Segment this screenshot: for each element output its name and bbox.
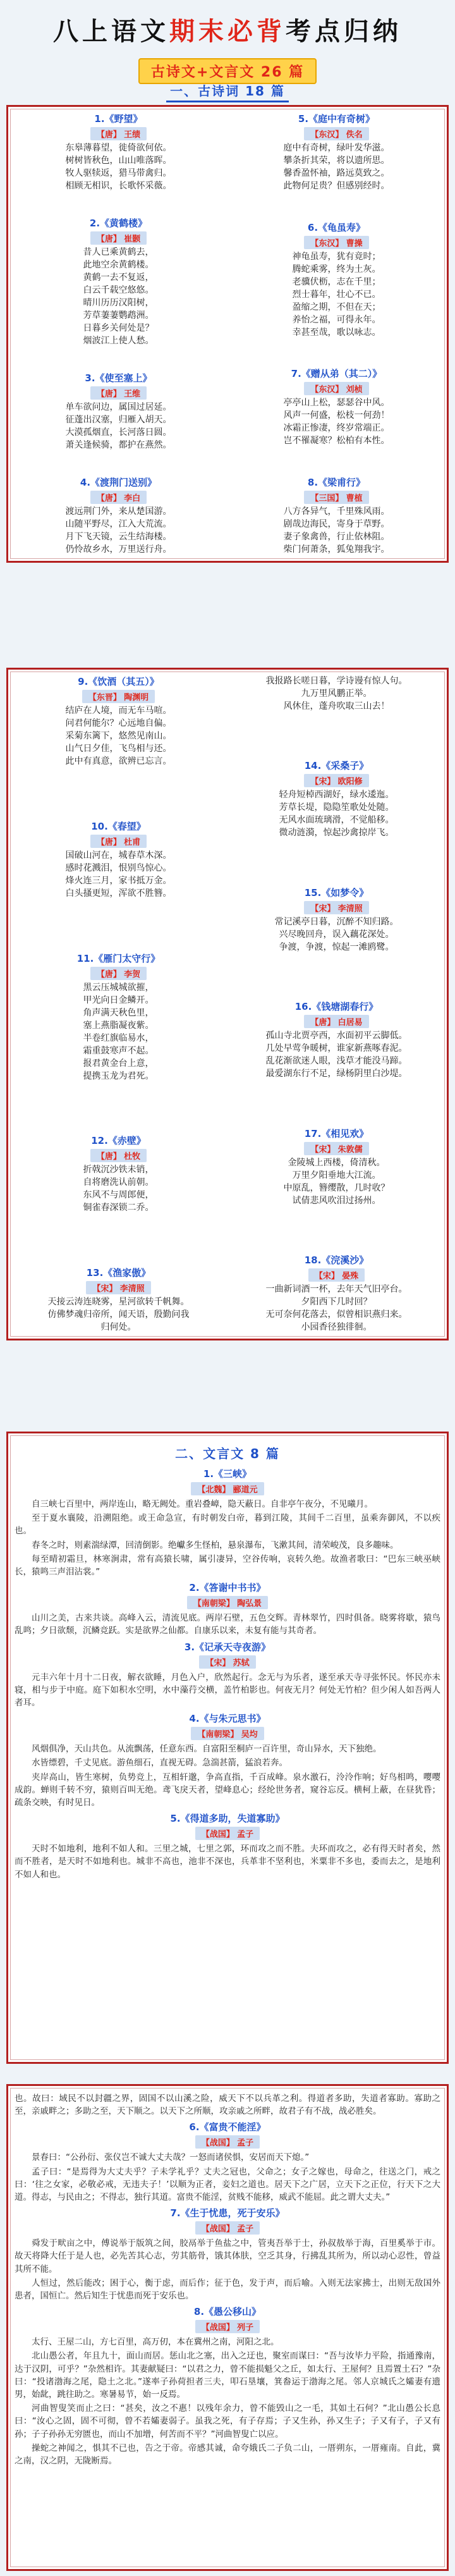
author-line <box>233 381 440 396</box>
author-line <box>233 1014 440 1029</box>
author-line <box>15 833 222 849</box>
poem-line: 剧哉边海民，寄身于草野。 <box>283 518 390 529</box>
poem-author: 杜甫 <box>124 837 141 847</box>
poem-line: 小园香径独徘徊。 <box>301 1322 372 1332</box>
poem-line: 冰霜正惨凄，终岁常端正。 <box>283 423 390 434</box>
author-badge <box>195 2221 260 2235</box>
poem-line: 乱花渐欲迷人眼，浅草才能没马蹄。 <box>265 1056 408 1067</box>
author-line <box>233 1267 440 1283</box>
poem-title: 2.《黄鹤楼》 <box>89 218 148 229</box>
poem-block <box>15 475 222 556</box>
author-line <box>15 1825 440 1841</box>
prose-paragraph: 孟子曰：“是焉得为大丈夫乎？子未学礼乎？丈夫之冠也，父命之；女子之嫁也，母命之，往送之门，戒之曰：‘往之女家，必敬必戒，无违夫子！’以顺为正者，妾妇之道也。居天下之广居，立天下之正位，行天下之大道。得志，与民由之；不得志，独行其道。富贵不能淫，贫贱不能移，威武不能屈。此之谓大丈夫。” <box>15 2166 440 2203</box>
poem-line: 此中有真意，欲辨已忘言。 <box>65 756 172 766</box>
poem-block <box>233 759 440 839</box>
poem-title: 4.《渡荆门送别》 <box>80 477 157 488</box>
author-line <box>15 2319 440 2334</box>
prose-paragraph: 水皆缥碧，千丈见底。游鱼细石，直视无碍。急湍甚箭，猛浪若奔。 <box>32 1758 288 1769</box>
poem-era: 【唐】 <box>96 389 121 399</box>
poem-title: 12.《赤壁》 <box>91 1135 146 1147</box>
poem-author: 朱敦儒 <box>337 1144 363 1155</box>
author-line <box>15 2134 440 2150</box>
poem-title: 1.《野望》 <box>94 113 143 125</box>
poem-line: 渡远荆门外，来从楚国游。 <box>65 506 172 517</box>
author-badge <box>86 1281 150 1294</box>
poem-line: 折戟沉沙铁未销， <box>83 1165 154 1175</box>
author-badge <box>90 491 147 504</box>
poem-line: 烽火连三月，家书抵万金。 <box>65 875 172 886</box>
poem-line: 兴尽晚回舟，误入藕花深处。 <box>279 929 394 940</box>
poem-line: 老骥伏枥，志在千里； <box>292 276 381 287</box>
author-line <box>15 385 222 401</box>
author-badge <box>191 1727 264 1740</box>
author-line <box>15 489 222 505</box>
poem-line: 树树皆秋色，山山唯落晖。 <box>65 156 172 166</box>
author-line <box>233 235 440 250</box>
poem-line: 萧关逢候骑，都护在燕然。 <box>65 440 172 450</box>
poem-line: 霜重鼓寒声不起。 <box>83 1045 154 1056</box>
poem-panel-1 <box>6 105 449 563</box>
poem-era: 【战国】 <box>201 2138 234 2149</box>
poem-line: 东风不与周郎便， <box>83 1190 154 1201</box>
poem-line: 金陵城上西楼，倚清秋。 <box>288 1157 385 1168</box>
poem-line: 晴川历历汉阳树， <box>83 298 154 308</box>
poem-line: 神龟虽寿，犹有竟时； <box>292 251 381 262</box>
poem-line: 孤山寺北贾亭西，水面初平云脚低。 <box>265 1031 408 1041</box>
poem-author: 李清照 <box>337 904 363 914</box>
poem-title: 13.《渔家傲》 <box>86 1267 151 1279</box>
prose-title: 3.《记承天寺夜游》 <box>184 1641 271 1653</box>
poem-panel-2 <box>6 668 449 1340</box>
poem-line: 天接云涛连晓雾，星河欲转千帆舞。 <box>47 1297 190 1307</box>
author-badge <box>195 2135 260 2149</box>
author-line <box>15 1654 440 1670</box>
poem-title: 18.《浣溪沙》 <box>304 1254 369 1266</box>
prose-panel-2 <box>6 2084 449 2571</box>
poem-era: 【唐】 <box>96 969 121 979</box>
author-line <box>233 1141 440 1156</box>
prose-paragraph: 元丰六年十月十二日夜，解衣欲睡，月色入户，欣然起行。念无与为乐者，遂至承天寺寻张怀民。怀民亦未寝，相与步于中庭。庭下如积水空明，水中藻荇交横，盖竹柏影也。何夜无月？何处无竹柏？但少闲人如吾两人者耳。 <box>15 1672 440 1708</box>
prose-paragraph: 舜发于畎亩之中，傅说举于版筑之间，胶鬲举于鱼盐之中，管夷吾举于士，孙叔敖举于海，百里奚举于市。故天将降大任于是人也，必先苦其心志，劳其筋骨，饿其体肤，空乏其身，行拂乱其所为，所以动心忍性，曾益其所不能。 <box>15 2238 440 2274</box>
prose-paragraph: 夹岸高山，皆生寒树，负势竞上，互相轩邈，争高直指，千百成峰。泉水激石，泠泠作响；好鸟相鸣，嘤嘤成韵。蝉则千转不穷，猿则百叫无绝。鸢飞戾天者，望峰息心；经纶世务者，窥谷忘反。横柯上蔽，在昼犹昏；疏条交映，有时见日。 <box>15 1772 440 1808</box>
poem-title: 6.《龟虽寿》 <box>307 221 366 233</box>
poem-author: 孟子 <box>237 1830 254 1840</box>
poem-line: 铜雀春深锁二乔。 <box>83 1203 154 1213</box>
poem-line: 山气日夕佳，飞鸟相与还。 <box>65 744 172 754</box>
prose-paragraph: 每至晴初霜旦，林寒涧肃，常有高猿长啸，属引凄异，空谷传响，哀转久绝。故渔者歌曰：“巴东三峡巫峡长，猿鸣三声泪沾裳。” <box>15 1554 440 1578</box>
author-line <box>15 1280 222 1296</box>
poem-era: 【东汉】 <box>310 238 344 248</box>
poem-title: 5.《庭中有奇树》 <box>298 113 375 125</box>
poem-line: 最爱湖东行不足，绿杨阴里白沙堤。 <box>265 1069 408 1079</box>
poem-block <box>233 1000 440 1080</box>
poem-era: 【南朝梁】 <box>193 1599 234 1609</box>
poem-line: 微动涟漪，惊起沙禽掠岸飞。 <box>279 828 394 838</box>
author-badge <box>187 1596 268 1609</box>
poem-era: 【宋】 <box>310 904 336 914</box>
poem-era: 【唐】 <box>310 1018 336 1028</box>
poem-line: 九万里风鹏正举。 <box>301 689 372 699</box>
poem-line: 腾蛇乘雾，终为土灰。 <box>292 264 381 274</box>
poem-author: 曹操 <box>346 238 363 248</box>
page-header <box>6 0 449 58</box>
poem-block <box>15 952 222 1083</box>
poem-line: 盈缩之期，不但在天； <box>292 302 381 312</box>
poem-era: 【宋】 <box>310 777 336 787</box>
author-line <box>15 689 222 704</box>
poem-block <box>15 371 222 451</box>
poem-block <box>15 112 222 192</box>
poem-line: 甲光向日金鳞开。 <box>83 995 154 1005</box>
author-badge <box>82 690 155 703</box>
poem-title: 15.《如梦令》 <box>304 886 369 899</box>
author-line <box>233 489 440 505</box>
author-badge <box>304 774 368 787</box>
prose-paragraph: 景春曰：“公孙衍、张仪岂不诚大丈夫哉？一怒而诸侯惧，安居而天下熄。” <box>32 2152 310 2163</box>
poem-line: 国破山河在，城春草木深。 <box>65 850 172 861</box>
poem-era: 【战国】 <box>201 2323 234 2333</box>
poem-era: 【宋】 <box>314 1271 339 1281</box>
author-badge <box>304 901 368 914</box>
poem-line: 无风水面琉璃滑，不觉船移。 <box>279 815 394 826</box>
poem-line: 东皋薄暮望，徙倚欲何依。 <box>65 143 172 153</box>
poem-line: 馨香盈怀袖，路远莫致之。 <box>283 168 390 178</box>
poem-author: 吴均 <box>241 1730 258 1740</box>
author-line <box>233 900 440 916</box>
prose-title: 8.《愚公移山》 <box>193 2306 262 2318</box>
prose-body <box>15 1467 440 1881</box>
poem-era: 【宋】 <box>310 1144 336 1155</box>
poem-line: 此物何足贵？但感别经时。 <box>283 181 390 191</box>
poem-block <box>233 886 440 954</box>
poem-era: 【唐】 <box>96 1152 121 1162</box>
poem-era: 【宋】 <box>205 1658 231 1668</box>
poem-line: 几处早莺争暖树，谁家新燕啄春泥。 <box>265 1043 408 1054</box>
poem-block <box>15 819 222 900</box>
poem-line: 黄鹤一去不复返， <box>83 273 154 283</box>
author-badge <box>304 1142 368 1155</box>
prose-paragraph: 山川之美，古来共谈。高峰入云，清流见底。两岸石壁，五色交辉。青林翠竹，四时俱备。晓雾将歇，猿鸟乱鸣；夕日欲颓，沉鳞竞跃。实是欲界之仙都。自康乐以来，未复有能与其奇者。 <box>15 1613 440 1636</box>
poem-line: 结庐在人境，而无车马喧。 <box>65 706 172 716</box>
poem-line: 中原乱，簪缨散，几时收？ <box>283 1182 390 1193</box>
poem-line: 攀条折其荣，将以遗所思。 <box>283 156 390 166</box>
author-line <box>15 126 222 142</box>
prose-paragraph: 风烟俱净，天山共色。从流飘荡，任意东西。自富阳至桐庐一百许里，奇山异水，天下独绝。 <box>32 1744 382 1755</box>
poem-line: 报君黄金台上意， <box>83 1058 154 1069</box>
poem-line: 常记溪亭日暮，沉醉不知归路。 <box>274 916 399 927</box>
poem-line: 感时花溅泪，恨别鸟惊心。 <box>65 862 172 873</box>
poem-line: 我报路长嗟日暮，学诗谩有惊人句。 <box>265 676 408 686</box>
author-badge <box>304 491 368 504</box>
poem-line: 日暮乡关何处是？ <box>83 323 154 333</box>
poem-author: 李白 <box>124 494 141 503</box>
poem-block <box>233 1127 440 1207</box>
poem-line: 提携玉龙为君死。 <box>83 1070 154 1081</box>
author-badge <box>304 127 368 140</box>
poem-line: 征蓬出汉塞，归雁入胡天。 <box>65 415 172 425</box>
poem-era: 【唐】 <box>96 235 121 244</box>
author-badge <box>90 231 147 245</box>
poem-author: 王绩 <box>124 130 141 140</box>
poem-line: 自将磨洗认前朝。 <box>83 1177 154 1188</box>
poem-block <box>15 1266 222 1334</box>
poem-line: 柴门何萧条，狐兔翔我宇。 <box>283 544 390 555</box>
poem-author: 列子 <box>237 2323 254 2333</box>
author-badge <box>90 1149 147 1162</box>
poem-era: 【唐】 <box>96 837 121 847</box>
poem-title: 3.《使至塞上》 <box>85 372 152 384</box>
section-title-poems: 一、古诗词 18 篇 <box>166 81 289 102</box>
poem-line: 岂不罹凝寒？松柏有本性。 <box>283 436 390 446</box>
author-badge <box>304 1015 368 1028</box>
poem-author: 欧阳修 <box>337 777 363 787</box>
poem-line: 此地空余黄鹤楼。 <box>83 260 154 270</box>
poem-era: 【宋】 <box>92 1284 118 1294</box>
poem-line: 争渡，争渡，惊起一滩鸥鹭。 <box>279 941 394 952</box>
poem-title: 8.《梁甫行》 <box>307 476 366 488</box>
poem-line: 烟波江上使人愁。 <box>83 336 154 346</box>
prose-paragraph: 人恒过，然后能改；困于心，衡于虑，而后作；征于色，发于声，而后喻。入则无法家拂士，出则无敌国外患者，国恒亡。然后知生于忧患而死于安乐也。 <box>15 2278 440 2302</box>
poem-column-right <box>233 112 440 556</box>
poem-line: 单车欲问边，属国过居延。 <box>65 402 172 412</box>
poem-era: 【战国】 <box>201 2224 234 2235</box>
poem-title: 17.《相见欢》 <box>304 1127 369 1139</box>
poem-title: 16.《钱塘湖春行》 <box>294 1001 379 1013</box>
poem-line: 角声满天秋色里， <box>83 1007 154 1018</box>
prose-paragraph: 太行、王屋二山，方七百里，高万仞，本在冀州之南，河阳之北。 <box>32 2337 279 2348</box>
poem-line: 芳草萋萋鹦鹉洲。 <box>83 310 154 321</box>
author-badge <box>90 127 147 140</box>
poem-line: 芳草长堤，隐隐笙歌处处随。 <box>279 802 394 813</box>
poem-block <box>233 221 440 339</box>
poem-era: 【东汉】 <box>310 385 344 395</box>
author-badge <box>90 835 147 848</box>
author-badge <box>195 2320 260 2333</box>
poem-era: 【战国】 <box>201 1830 234 1840</box>
poem-era: 【东汉】 <box>310 130 344 140</box>
prose-paragraph: 至于夏水襄陵，沿溯阻绝。或王命急宣，有时朝发白帝，暮到江陵，其间千二百里，虽乘奔御风，不以疾也。 <box>15 1513 440 1536</box>
prose-paragraph: 天时不如地利，地利不如人和。三里之城，七里之郭，环而攻之而不胜。夫环而攻之，必有得天时者矣，然而不胜者，是天时不如地利也。城非不高也，池非不深也，兵革非不坚利也，米粟非不多也，委而去之，是地利不如人和也。 <box>15 1844 440 1880</box>
author-badge <box>191 1482 264 1495</box>
poem-line: 风声一何盛，松枝一何劲！ <box>283 410 390 421</box>
poem-era: 【南朝梁】 <box>197 1730 239 1740</box>
title-highlight: 期末必背 <box>169 16 286 46</box>
poem-author: 杜牧 <box>124 1152 141 1162</box>
poem-author: 李清照 <box>119 1284 145 1294</box>
prose-paragraph: 自三峡七百里中，两岸连山，略无阙处。重岩叠嶂，隐天蔽日。自非亭午夜分，不见曦月。 <box>32 1499 373 1509</box>
poem-line: 采菊东篱下，悠然见南山。 <box>65 731 172 741</box>
author-badge <box>199 1655 255 1669</box>
author-badge <box>90 967 147 980</box>
poem-author: 佚名 <box>346 130 363 140</box>
prose-title: 1.《三峡》 <box>203 1468 252 1480</box>
poem-author: 李贺 <box>124 969 141 979</box>
poem-line: 养怡之福，可得永年。 <box>292 314 381 325</box>
author-line <box>15 1481 440 1497</box>
poem-line: 烈士暮年，壮心不已。 <box>292 289 381 300</box>
prose-paragraph: 操蛇之神闻之，惧其不已也，告之于帝。帝感其诚，命夸娥氏二子负二山，一厝朔东，一厝雍南。自此，冀之南，汉之阴，无陇断焉。 <box>15 2443 440 2467</box>
page-title: 八上语文期末必背考点归纳 <box>53 16 402 46</box>
poem-line: 试倩悲风吹泪过扬州。 <box>292 1195 381 1206</box>
poem-title: 11.《雁门太守行》 <box>76 952 161 964</box>
author-line <box>15 966 222 981</box>
poem-line: 无可奈何花落去，似曾相识燕归来。 <box>265 1309 408 1320</box>
author-line <box>15 1726 440 1741</box>
poem-title: 7.《赠从弟（其二）》 <box>291 368 382 380</box>
poem-author: 孟子 <box>237 2138 254 2149</box>
poem-author: 白居易 <box>337 1018 363 1028</box>
poem-line: 幸甚至哉，歌以咏志。 <box>292 327 381 338</box>
author-line <box>233 126 440 142</box>
prose-paragraph: 春冬之时，则素湍绿潭，回清倒影。绝巘多生怪柏，悬泉瀑布，飞漱其间，清荣峻茂，良多趣味。 <box>32 1540 399 1550</box>
poem-author: 郦道元 <box>233 1485 258 1495</box>
author-line <box>15 1595 440 1610</box>
poem-author: 孟子 <box>237 2224 254 2235</box>
poem-block <box>15 675 222 768</box>
poem-author: 崔颢 <box>124 235 141 244</box>
poem-line: 昔人已乘黄鹤去， <box>83 247 154 257</box>
author-badge <box>90 386 147 400</box>
prose-panel-1 <box>6 1432 449 2064</box>
prose-paragraph: 河曲智叟笑而止之曰：“甚矣，汝之不惠！以残年余力，曾不能毁山之一毛，其如土石何？”北山愚公长息曰：“汝心之固，固不可彻，曾不若孀妻弱子。虽我之死，有子存焉；子又生孙，孙又生子；子又有子，子又有孙；子子孙孙无穷匮也，而山不加增，何苦而不平？”河曲智叟亡以应。 <box>15 2403 440 2439</box>
author-badge <box>195 1827 260 1840</box>
poem-line: 亭亭山上松，瑟瑟谷中风。 <box>283 398 390 408</box>
poem-line: 山随平野尽，江入大荒流。 <box>65 519 172 529</box>
poem-line: 庭中有奇树，绿叶发华滋。 <box>283 143 390 153</box>
poem-block <box>233 112 440 192</box>
poem-line: 黑云压城城欲摧， <box>83 982 154 993</box>
poem-line: 万里夕阳垂地大江流。 <box>292 1170 381 1181</box>
poem-line: 夕阳西下几时回？ <box>301 1296 372 1307</box>
poem-era: 【唐】 <box>96 130 121 140</box>
poem-block <box>15 216 222 347</box>
poem-column-left <box>15 675 222 1334</box>
author-badge <box>304 382 368 395</box>
poem-era: 【唐】 <box>96 494 121 503</box>
poem-line: 牧人驱犊返，猎马带禽归。 <box>65 168 172 178</box>
author-line <box>15 1148 222 1163</box>
poem-column-right <box>233 675 440 1334</box>
poem-line: 白云千载空悠悠。 <box>83 285 154 295</box>
poem-author: 陶弘景 <box>237 1599 262 1609</box>
poem-line: 一曲新词酒一杯，去年天气旧亭台。 <box>265 1284 408 1294</box>
poem-line: 仍怜故乡水，万里送行舟。 <box>65 544 172 555</box>
poem-block <box>233 475 440 556</box>
poem-author: 王维 <box>124 389 141 399</box>
poem-title: 14.《采桑子》 <box>304 760 369 772</box>
author-line <box>15 2220 440 2236</box>
poem-era: 【三国】 <box>310 493 344 503</box>
poem-line: 风休住，蓬舟吹取三山去！ <box>283 701 390 711</box>
poem-era: 【东晋】 <box>88 693 121 702</box>
poem-line: 白头搔更短，浑欲不胜簪。 <box>65 888 172 899</box>
author-badge <box>308 1268 365 1282</box>
poem-line: 轻舟短棹西湖好，绿水逶迤。 <box>279 790 394 800</box>
prose-title: 7.《生于忧患，死于安乐》 <box>170 2207 285 2219</box>
poem-line: 相顾无相识，长歌怀采薇。 <box>65 181 172 191</box>
author-line <box>233 773 440 788</box>
poem-line: 半卷红旗临易水， <box>83 1033 154 1043</box>
poem-title: 10.《春望》 <box>91 820 146 832</box>
author-badge <box>304 236 368 249</box>
poem-line: 大漠孤烟直，长河落日圆。 <box>65 427 172 438</box>
poem-line: 妻子象禽兽，行止依林阻。 <box>283 531 390 542</box>
prose-continuation: 也。故曰：域民不以封疆之界，固国不以山溪之险，威天下不以兵革之利。得道者多助，失道者寡助。寡助之至，亲戚畔之；多助之至，天下顺之。以天下之所顺，攻亲戚之所畔，故君子有不战，战必胜矣。 <box>15 2094 440 2117</box>
prose-body <box>15 2120 440 2467</box>
poem-author: 晏殊 <box>342 1271 359 1281</box>
poem-line: 八方各异气，千里殊风雨。 <box>283 506 390 517</box>
poem-line: 塞上燕脂凝夜紫。 <box>83 1020 154 1031</box>
poem-author: 苏轼 <box>233 1658 250 1668</box>
poem-block <box>15 1134 222 1214</box>
prose-title: 4.《与朱元思书》 <box>189 1713 266 1725</box>
prose-paragraph: 北山愚公者，年且九十，面山而居。惩山北之塞，出入之迂也，聚室而谋曰：“吾与汝毕力平险，指通豫南，达于汉阴，可乎？”杂然相许。其妻献疑曰：“以君之力，曾不能损魁父之丘，如太行、王屋何？且焉置土石？”杂曰：“投诸渤海之尾，隐土之北。”遂率子孙荷担者三夫，叩石垦壤，箕畚运于渤海之尾。邻人京城氏之孀妻有遗男，始龀，跳往助之。寒暑易节，始一反焉。 <box>15 2351 440 2400</box>
poem-title: 9.《饮酒（其五）》 <box>78 676 159 687</box>
poem-author: 刘桢 <box>346 385 363 395</box>
prose-title: 2.《答谢中书书》 <box>189 1582 266 1594</box>
poem-author: 陶渊明 <box>124 693 149 702</box>
poem-author: 曹植 <box>346 493 363 503</box>
poem-column-left <box>15 112 222 556</box>
poem-continuation <box>233 675 440 713</box>
poem-line: 归何处。 <box>100 1322 136 1332</box>
count-badge: 古诗文+文言文 26 篇 <box>138 58 317 84</box>
prose-title: 6.《富贵不能淫》 <box>189 2121 266 2133</box>
author-line <box>15 230 222 246</box>
poem-line: 问君何能尔？心远地自偏。 <box>65 718 172 728</box>
poem-era: 【北魏】 <box>197 1485 231 1495</box>
prose-title: 5.《得道多助，失道寡助》 <box>170 1813 285 1825</box>
poem-line: 仿佛梦魂归帝所，闻天语，殷勤问我 <box>47 1309 190 1320</box>
poem-block <box>233 367 440 447</box>
section-title-prose: 二、文言文 8 篇 <box>175 1446 280 1461</box>
poem-block <box>233 1253 440 1334</box>
poem-line: 月下飞天镜，云生结海楼。 <box>65 532 172 542</box>
